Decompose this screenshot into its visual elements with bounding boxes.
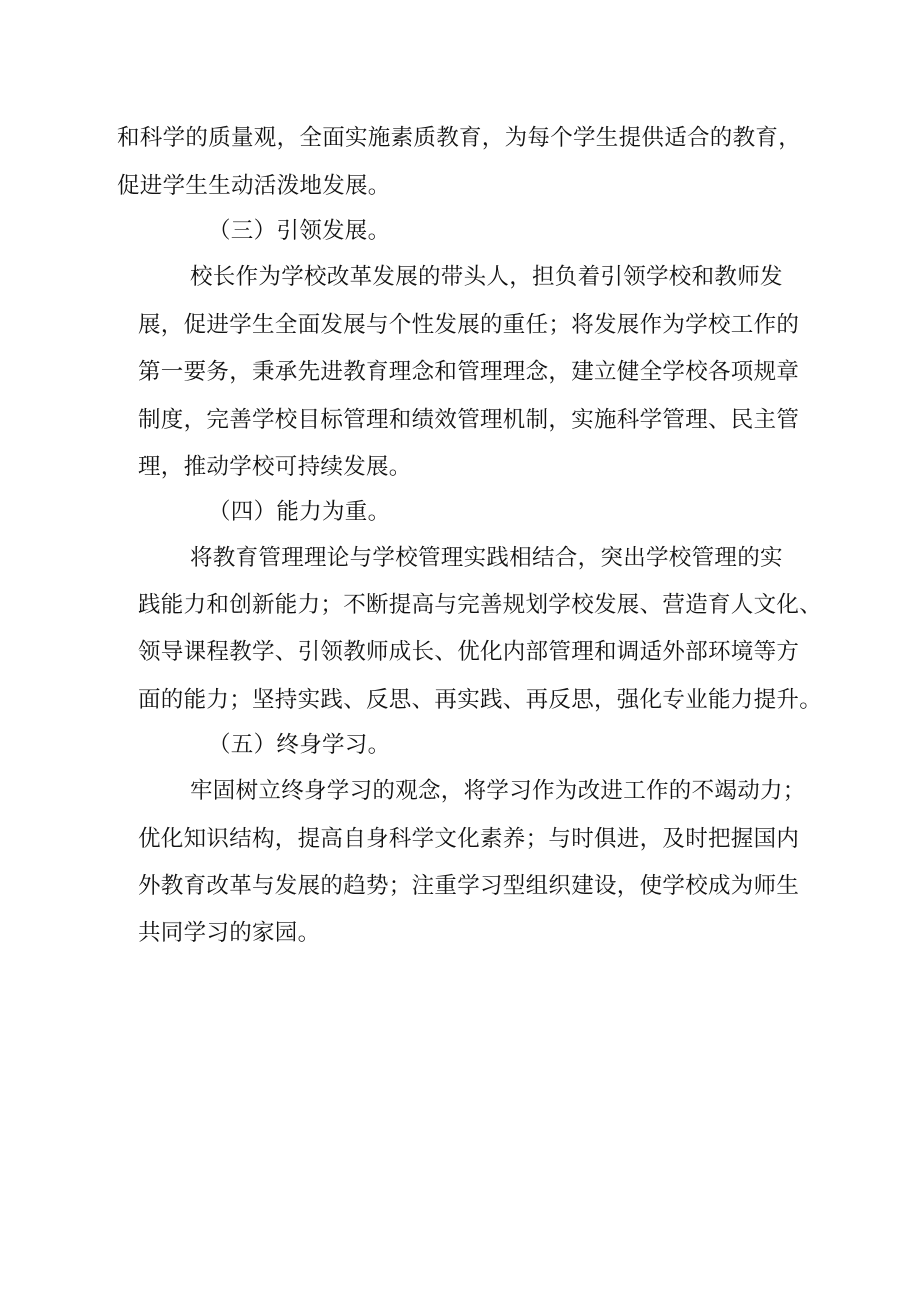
text-line: 践能力和创新能力；不断提高与完善规划学校发展、营造育人文化、 (138, 592, 823, 618)
text-line: 将教育管理理论与学校管理实践相结合，突出学校管理的实 (190, 545, 783, 571)
text-line: 面的能力；坚持实践、反思、再实践、再反思，强化专业能力提升。 (138, 687, 823, 713)
text-line: 优化知识结构，提高自身科学文化素养；与时俱进，及时把握国内 (138, 826, 800, 852)
section-heading-3: （三）引领发展。 (208, 218, 391, 244)
section-heading-4: （四）能力为重。 (208, 499, 391, 525)
text-line: 展，促进学生全面发展与个性发展的重任；将发展作为学校工作的 (138, 312, 800, 338)
text-line: 促进学生生动活泼地发展。 (117, 173, 391, 199)
text-line: 第一要务，秉承先进教育理念和管理理念，建立健全学校各项规章 (138, 359, 800, 385)
text-line: 共同学习的家园。 (138, 920, 321, 946)
text-line: 制度，完善学校目标管理和绩效管理机制，实施科学管理、民主管 (138, 407, 800, 433)
text-line: 牢固树立终身学习的观念，将学习作为改进工作的不竭动力； (190, 778, 806, 804)
section-heading-5: （五）终身学习。 (208, 732, 391, 758)
text-line: 理，推动学校可持续发展。 (138, 454, 412, 480)
text-line: 校长作为学校改革发展的带头人，担负着引领学校和教师发 (190, 264, 783, 290)
text-line: 外教育改革与发展的趋势；注重学习型组织建设，使学校成为师生 (138, 873, 800, 899)
text-line: 和科学的质量观，全面实施素质教育，为每个学生提供适合的教育， (117, 125, 802, 151)
text-line: 领导课程教学、引领教师成长、优化内部管理和调适外部环境等方 (138, 639, 800, 665)
